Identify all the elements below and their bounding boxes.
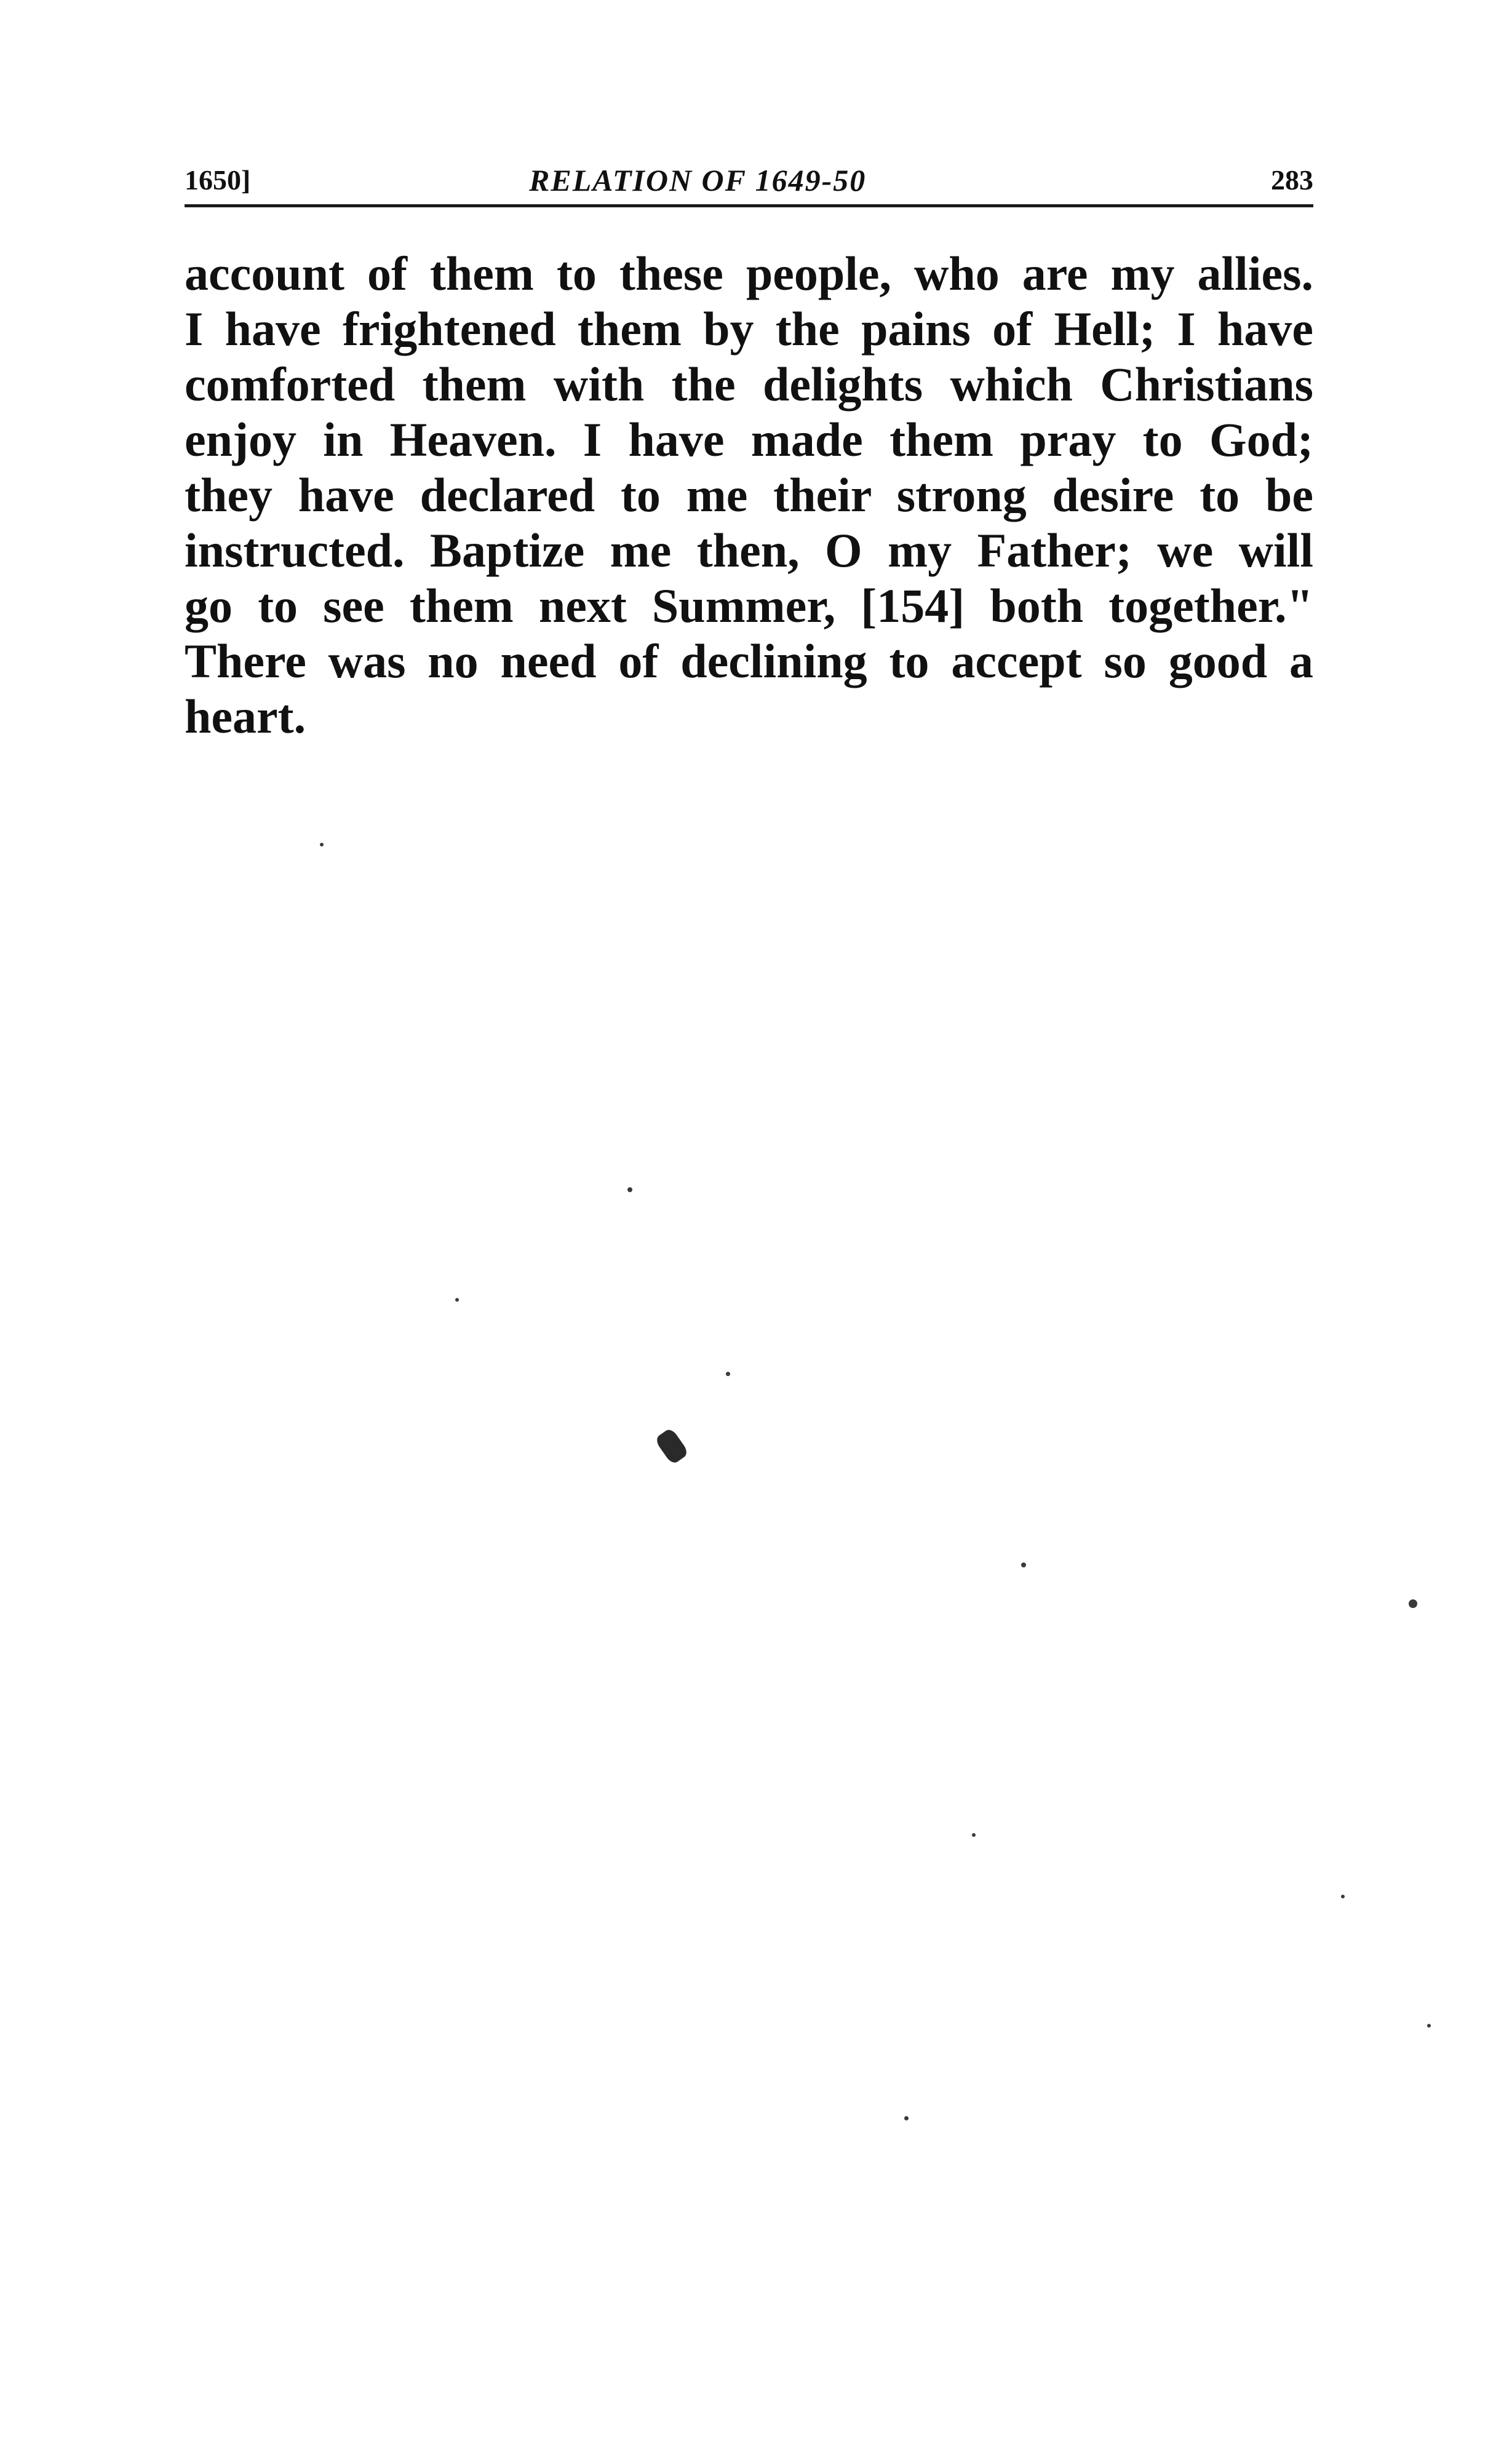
text-line: heart. — [185, 690, 306, 743]
scan-speck — [1021, 1562, 1026, 1567]
scan-speck — [1341, 1895, 1345, 1898]
scan-speck — [627, 1187, 632, 1192]
text-line: go to see them next Summer, [154] both together." — [185, 579, 1313, 632]
text-line: account of them to these people, who are my allies. — [185, 247, 1313, 300]
scan-speck — [904, 2116, 909, 2120]
running-head-year: 1650] — [185, 164, 251, 196]
text-line: I have frightened them by the pains of Hell; I have — [185, 302, 1313, 356]
running-head-title: RELATION OF 1649-50 — [529, 163, 867, 197]
page-number: 283 — [1271, 164, 1313, 196]
scan-speck — [972, 1833, 976, 1837]
ink-smudge — [654, 1427, 690, 1465]
text-line: instructed. Baptize me then, O my Father; we will — [185, 523, 1313, 577]
scan-speck — [455, 1298, 459, 1302]
scan-speck — [320, 843, 324, 846]
text-line: There was no need of declining to accept so good a — [185, 634, 1313, 688]
running-head — [185, 161, 1313, 207]
text-line: enjoy in Heaven. I have made them pray to God; — [185, 413, 1313, 466]
text-line: they have declared to me their strong desire to be — [185, 468, 1313, 522]
scan-speck — [1427, 2024, 1431, 2028]
body-paragraph — [185, 246, 1313, 744]
scan-speck — [1409, 1599, 1417, 1608]
scan-speck — [726, 1372, 730, 1376]
text-line: comforted them with the delights which Christians — [185, 357, 1313, 411]
